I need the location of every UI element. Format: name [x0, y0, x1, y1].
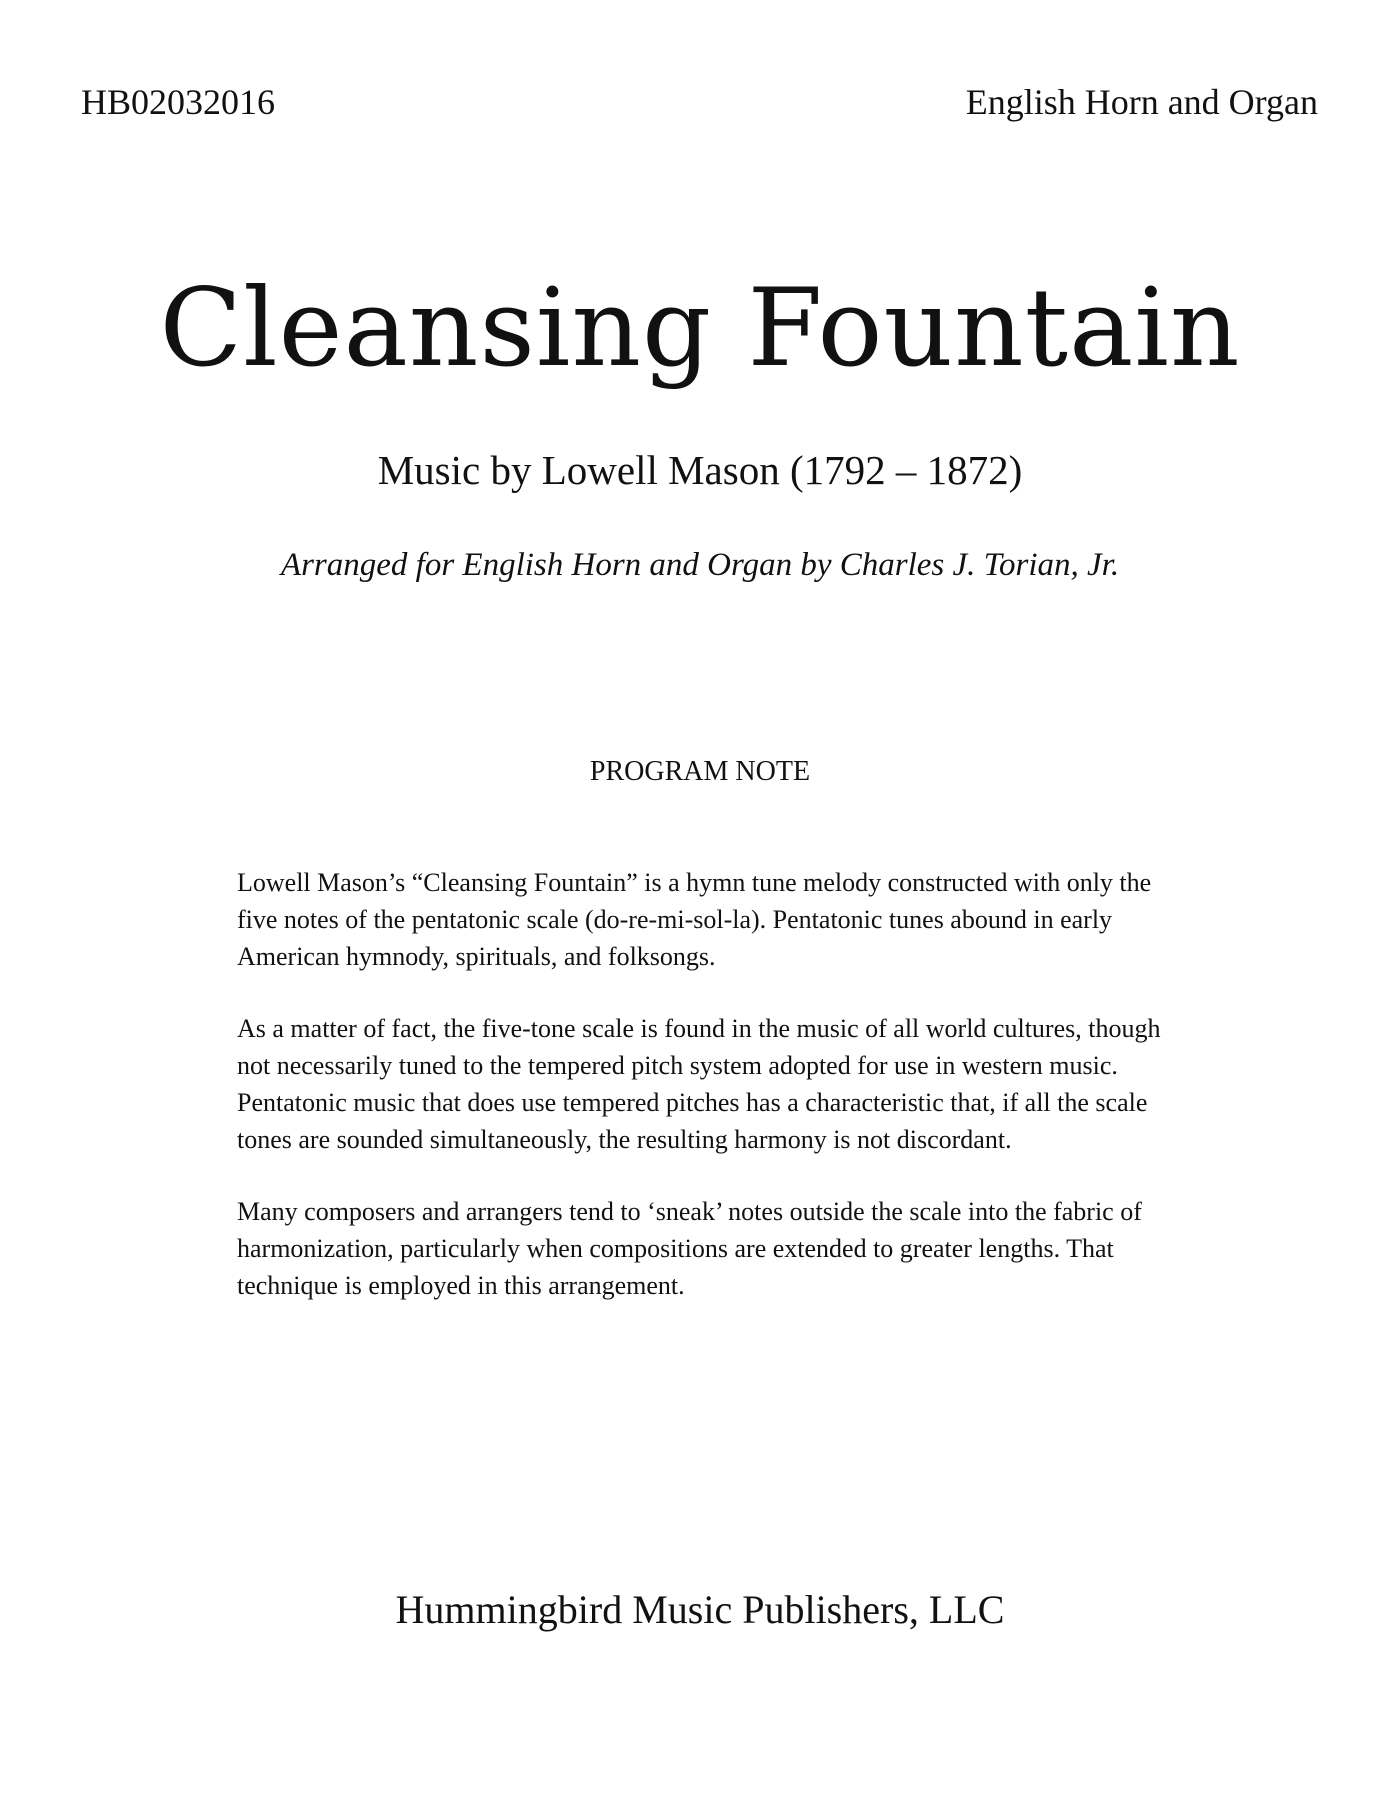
composer-credit: Music by Lowell Mason (1792 – 1872)	[377, 447, 1023, 493]
paragraph-line: technique is employed in this arrangement.	[237, 1271, 685, 1300]
paragraph-line: Lowell Mason’s “Cleansing Fountain” is a hymn tune melody constructed with only the	[237, 868, 1152, 897]
paragraph-line: Many composers and arrangers tend to ‘sneak’ notes outside the scale into the fabric of	[237, 1197, 1142, 1226]
paragraph-line: American hymnody, spirituals, and folksongs.	[237, 942, 716, 971]
arranger-credit: Arranged for English Horn and Organ by Charles J. Torian, Jr.	[280, 547, 1120, 583]
paragraph-line: five notes of the pentatonic scale (do-re-mi-sol-la). Pentatonic tunes abound in early	[237, 905, 1113, 934]
paragraph-line: Pentatonic music that does use tempered pitches has a characteristic that, if all the scale	[237, 1088, 1148, 1117]
program-note-paragraph	[237, 864, 1217, 975]
instrumentation-label: English Horn and Organ	[965, 82, 1318, 122]
program-note-body	[237, 864, 1217, 1339]
catalog-number: HB02032016	[81, 82, 276, 122]
paragraph-line: not necessarily tuned to the tempered pitch system adopted for use in western music.	[237, 1051, 1118, 1080]
publisher-name: Hummingbird Music Publishers, LLC	[395, 1587, 1005, 1632]
paragraph-line: harmonization, particularly when compositions are extended to greater lengths. That	[237, 1234, 1114, 1263]
paragraph-line: As a matter of fact, the five-tone scale is found in the music of all world cultures, though	[237, 1014, 1161, 1043]
program-note-paragraph	[237, 1193, 1217, 1304]
program-note-paragraph	[237, 1010, 1217, 1158]
piece-title: Cleansing Fountain	[159, 266, 1241, 391]
paragraph-line: tones are sounded simultaneously, the resulting harmony is not discordant.	[237, 1125, 1012, 1154]
program-note-heading: PROGRAM NOTE	[589, 756, 811, 787]
